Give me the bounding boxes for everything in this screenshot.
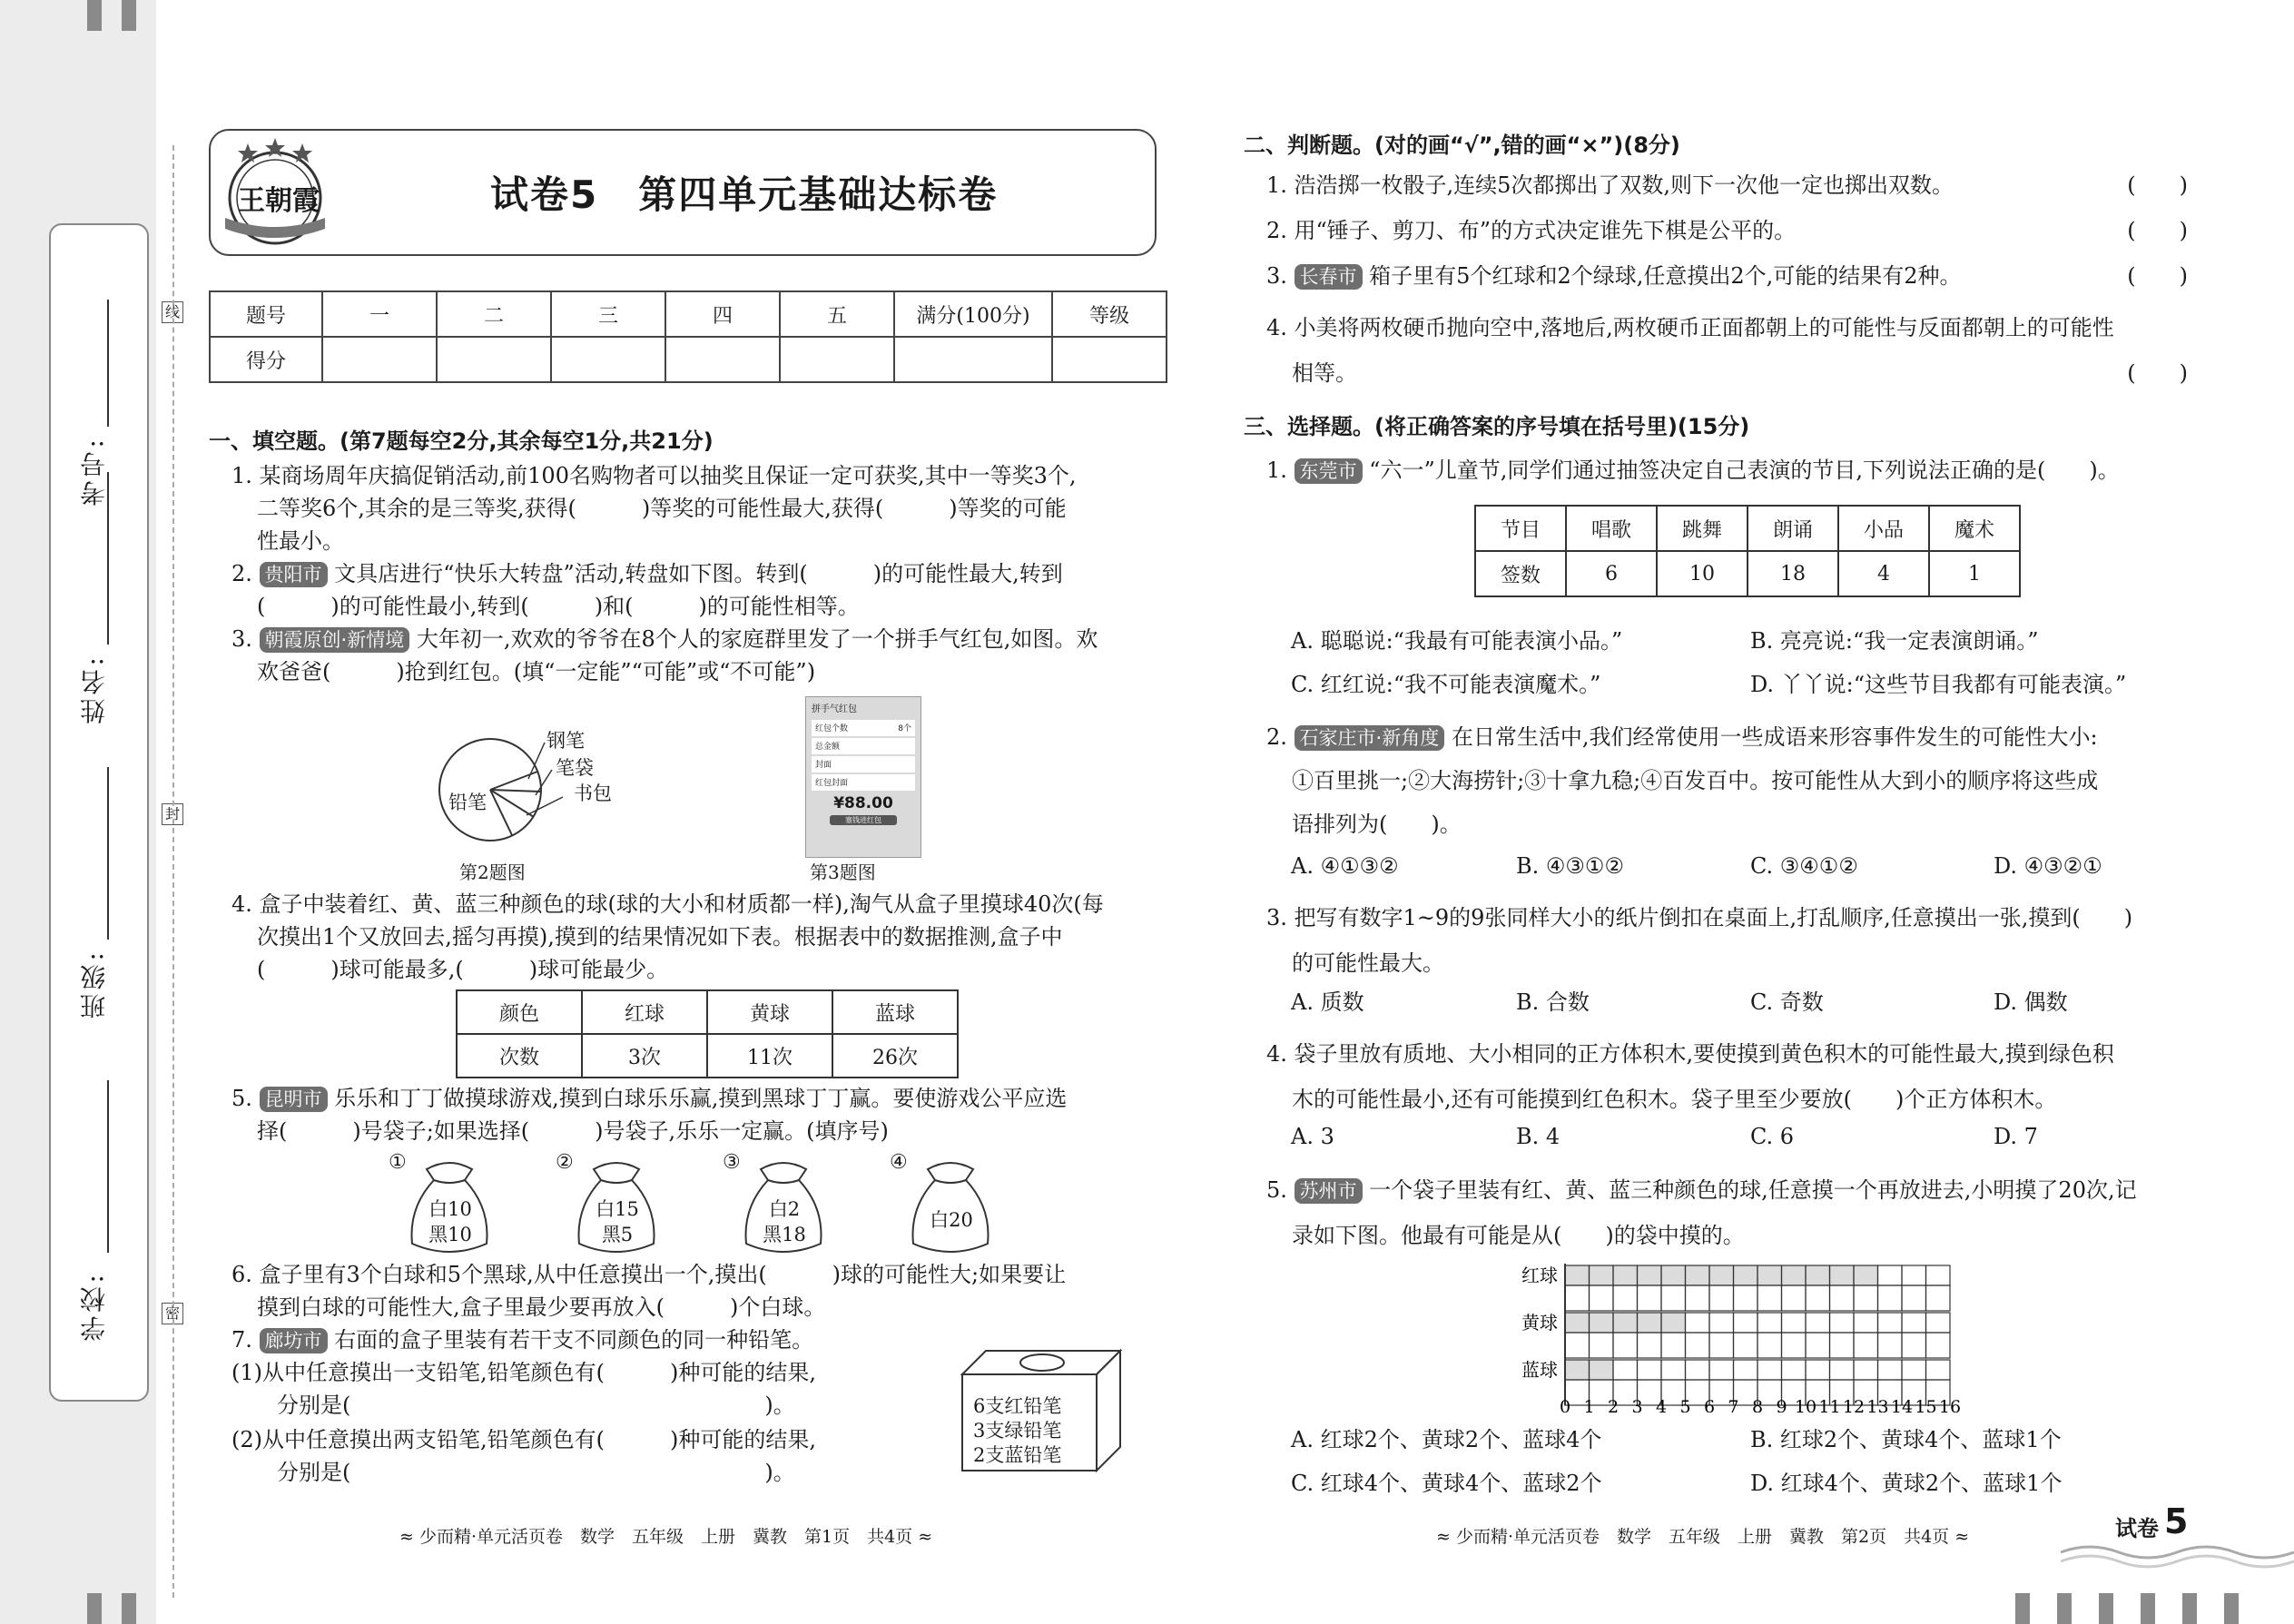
student-info-box — [49, 223, 149, 1402]
grid-cell — [1734, 1333, 1758, 1358]
cut-line — [172, 145, 174, 1598]
grid-cell — [1926, 1313, 1951, 1333]
grid-cell — [1902, 1265, 1926, 1285]
bag-1-number: ① — [389, 1151, 407, 1174]
bag-1-contents — [425, 1196, 476, 1247]
c1-table-cell: 签数 — [1475, 551, 1566, 596]
grid-cell — [1806, 1285, 1830, 1311]
c1-option-c[interactable]: C. 红红说:“我不可能表演魔术。” — [1291, 672, 1601, 697]
q4-table-cell: 颜色 — [457, 990, 582, 1034]
q5-region-tag: 昆明市 — [260, 1087, 328, 1112]
registration-marks-bottom — [87, 1593, 136, 1624]
x-tick-label: 1 — [1583, 1397, 1595, 1412]
grid-cell — [1709, 1313, 1734, 1333]
page-number: 5 — [2164, 1501, 2189, 1541]
grid-cell — [1686, 1360, 1710, 1380]
bag-1-black: 黑10 — [428, 1224, 472, 1245]
q3-region-tag: 朝霞原创·新情境 — [260, 627, 410, 653]
score-cell[interactable] — [322, 337, 437, 382]
q7-line: 右面的盒子里装有若干支不同颜色的同一种铅笔。 — [334, 1327, 814, 1353]
c5-option-a[interactable]: A. 红球2个、黄球2个、蓝球4个 — [1291, 1427, 1602, 1452]
bag-3-black: 黑18 — [763, 1224, 806, 1245]
grid-cell — [1661, 1333, 1686, 1358]
grid-cell — [1686, 1285, 1710, 1311]
q7-1-line: (1)从中任意摸出一支铅笔,铅笔颜色有( )种可能的结果, — [231, 1360, 816, 1385]
score-cell[interactable] — [551, 337, 665, 382]
judge-2 — [1266, 214, 2188, 247]
q4-table-cell: 次数 — [457, 1034, 582, 1078]
choice-3-line: 的可能性最大。 — [1292, 950, 1444, 976]
c1-table — [1474, 505, 2021, 597]
grid-cell — [1830, 1360, 1855, 1380]
grid-cell — [1686, 1333, 1710, 1358]
choice-3 — [1266, 895, 2132, 986]
x-tick-label: 16 — [1938, 1397, 1961, 1412]
c4-option-a[interactable]: A. 3 — [1291, 1124, 1334, 1149]
score-cell[interactable] — [437, 337, 551, 382]
score-table — [209, 290, 1167, 383]
phone-row: 红包封面 — [812, 774, 915, 791]
c5-option-b[interactable]: B. 红球2个、黄球4个、蓝球1个 — [1750, 1427, 2062, 1452]
bag-1-white: 白10 — [428, 1198, 472, 1220]
grid-cell — [1806, 1313, 1830, 1333]
question-2: 2. 贵阳市 文具店进行“快乐大转盘”活动,转盘如下图。转到( )的可能性最大,转到 ( )的可能性最小,转到( )和( )的可能性相等。 — [231, 557, 1063, 623]
question-1 — [231, 459, 1077, 557]
section-1-heading: 一、填空题。(第7题每空2分,其余每空1分,共21分) — [209, 428, 714, 454]
c2-option-a[interactable]: A. ④①③② — [1291, 853, 1399, 879]
q4-table — [456, 989, 959, 1078]
q7-2-line: 分别是( )。 — [277, 1460, 795, 1485]
q4-line: 4. 盒子中装着红、黄、蓝三种颜色的球(球的大小和材质都一样),淘气从盒子里摸球40次(每 — [231, 891, 1104, 917]
exam-number-field[interactable] — [107, 300, 109, 427]
score-cell[interactable] — [665, 337, 780, 382]
bag-2-number: ② — [556, 1151, 574, 1174]
grid-cell — [1854, 1313, 1878, 1333]
grid-cell — [1806, 1333, 1830, 1358]
box-line-blue: 2支蓝铅笔 — [973, 1444, 1062, 1466]
bag-4-contents — [926, 1207, 977, 1233]
score-head-full: 满分(100分) — [894, 291, 1052, 337]
bag-2-black: 黑5 — [601, 1224, 634, 1245]
c1-table-cell: 小品 — [1838, 506, 1929, 551]
grid-cell — [1854, 1285, 1878, 1311]
c1-table-cell: 18 — [1748, 551, 1838, 596]
judge-3-answer[interactable]: ( ) — [2127, 263, 2188, 289]
x-tick-label: 0 — [1559, 1397, 1571, 1412]
page-title: 试卷5 第四单元基础达标卷 — [490, 172, 999, 217]
grid-cell — [1757, 1333, 1782, 1358]
c4-option-b[interactable]: B. 4 — [1516, 1124, 1561, 1149]
x-tick-label: 9 — [1776, 1397, 1787, 1412]
q1-line: 二等奖6个,其余的是三等奖,获得( )等奖的可能性最大,获得( )等奖的可能 — [257, 496, 1067, 521]
class-label: 班级: — [79, 949, 109, 1019]
judge-4-answer[interactable]: ( ) — [2127, 360, 2188, 386]
q7-2-line: (2)从中任意摸出两支铅笔,铅笔颜色有( )种可能的结果, — [231, 1427, 816, 1452]
score-cell[interactable] — [1052, 337, 1167, 382]
grid-cell — [1878, 1360, 1903, 1380]
grid-cell — [1782, 1360, 1807, 1380]
choice-1: 1. 东莞市 “六一”儿童节,同学们通过抽签决定自己表演的节目,下列说法正确的是( )。 — [1266, 458, 2120, 483]
judge-1-answer[interactable]: ( ) — [2127, 172, 2188, 198]
grid-cell — [1757, 1313, 1782, 1333]
choice-5: 5. 苏州市 一个袋子里装有红、黄、蓝三种颜色的球,任意摸一个再放进去,小明摸了20次,记 录如下图。他最有可能是从( )的袋中摸的。 — [1266, 1167, 2137, 1258]
grid-cell — [1638, 1360, 1662, 1380]
grid-cell — [1830, 1333, 1855, 1358]
ball-count-chart — [1507, 1256, 1961, 1412]
x-tick-label: 2 — [1607, 1397, 1620, 1412]
grid-cell — [1926, 1333, 1951, 1358]
box-line-green: 3支绿铅笔 — [973, 1420, 1062, 1442]
score-cell[interactable] — [894, 337, 1052, 382]
c5-option-d[interactable]: D. 红球4个、黄球2个、蓝球1个 — [1750, 1471, 2063, 1496]
grid-cell — [1613, 1360, 1638, 1380]
seal-char-line: 线 — [162, 301, 183, 323]
grid-cell — [1734, 1313, 1758, 1333]
q7-number: 7. — [231, 1327, 252, 1353]
wheel-label-pencil-case: 笔袋 — [556, 757, 594, 779]
c1-option-b[interactable]: B. 亮亮说:“我一定表演朗诵。” — [1750, 628, 2039, 654]
grid-cell — [1565, 1285, 1590, 1311]
q6-line: 6. 盒子里有3个白球和5个黑球,从中任意摸出一个,摸出( )球的可能性大;如果要让 — [231, 1262, 1067, 1287]
q4-table-cell: 蓝球 — [832, 990, 958, 1034]
c3-option-c[interactable]: C. 奇数 — [1750, 989, 1824, 1015]
grid-cell — [1902, 1285, 1926, 1311]
grid-cell — [1878, 1265, 1903, 1285]
x-tick-label: 15 — [1915, 1397, 1937, 1412]
grid-cell — [1830, 1285, 1855, 1311]
c3-option-a[interactable]: A. 质数 — [1291, 989, 1364, 1015]
question-3: 3. 朝霞原创·新情境 大年初一,欢欢的爷爷在8个人的家庭群里发了一个拼手气红包,如图。欢 欢爸爸( )抢到红包。(填“一定能”“可能”或“不可能”) — [231, 623, 1098, 688]
x-tick-label: 12 — [1842, 1397, 1866, 1412]
x-tick-label: 4 — [1655, 1397, 1668, 1412]
footer-right: ≈ 少而精·单元活页卷 数学 五年级 上册 冀教 第2页 共4页 ≈ — [1436, 1527, 1970, 1547]
category-label: 蓝球 — [1521, 1359, 1558, 1381]
score-head-3: 三 — [551, 291, 665, 337]
class-field[interactable] — [107, 767, 109, 940]
grid-cell — [1782, 1333, 1807, 1358]
bar-1 — [1565, 1313, 1686, 1333]
choice-5-line: 一个袋子里装有红、黄、蓝三种颜色的球,任意摸一个再放进去,小明摸了20次,记 — [1369, 1177, 2137, 1203]
page-label: 试卷 — [2115, 1516, 2159, 1541]
grid-cell — [1757, 1360, 1782, 1380]
choice-5-region-tag: 苏州市 — [1295, 1178, 1363, 1204]
grid-cell — [1734, 1285, 1758, 1311]
c1-table-cell: 魔术 — [1929, 506, 2020, 551]
x-tick-label: 6 — [1703, 1397, 1716, 1412]
question-7-1 — [231, 1356, 816, 1422]
bag-4-white: 白20 — [930, 1209, 973, 1231]
fig3-caption: 第3题图 — [810, 861, 876, 883]
grid-cell — [1565, 1333, 1590, 1358]
bag-3-contents — [759, 1196, 810, 1247]
grid-cell — [1661, 1285, 1686, 1311]
phone-row: 封面 — [812, 756, 915, 773]
x-tick-label: 11 — [1818, 1397, 1841, 1412]
seal-char-secret: 密 — [162, 1303, 183, 1324]
judge-1 — [1266, 169, 2188, 202]
choice-2-line: 语排列为( )。 — [1292, 812, 1462, 837]
school-label: 学校: — [79, 1271, 109, 1342]
score-head-5: 五 — [780, 291, 894, 337]
registration-marks-right — [2015, 1593, 2239, 1624]
section-3-heading: 三、选择题。(将正确答案的序号填在括号里)(15分) — [1244, 414, 1750, 439]
bag-4-number: ④ — [890, 1151, 908, 1174]
x-tick-label: 13 — [1866, 1397, 1889, 1412]
question-7-2 — [231, 1423, 816, 1489]
q4-table-cell: 11次 — [707, 1034, 832, 1078]
grid-cell — [1902, 1313, 1926, 1333]
c3-option-b[interactable]: B. 合数 — [1516, 989, 1590, 1015]
grid-cell — [1590, 1285, 1614, 1311]
q2-line: ( )的可能性最小,转到( )和( )的可能性相等。 — [257, 594, 860, 619]
c1-table-cell: 唱歌 — [1566, 506, 1657, 551]
c1-table-cell: 1 — [1929, 551, 2020, 596]
bag-3-number: ③ — [723, 1151, 741, 1174]
box-line-red: 6支红铅笔 — [973, 1395, 1062, 1417]
grid-cell — [1878, 1313, 1903, 1333]
grid-cell — [1806, 1360, 1830, 1380]
judge-2-text: 2. 用“锤子、剪刀、布”的方式决定谁先下棋是公平的。 — [1266, 218, 1797, 243]
q2-line: 文具店进行“快乐大转盘”活动,转盘如下图。转到( )的可能性最大,转到 — [334, 561, 1063, 586]
phone-header: 拼手气红包 — [812, 704, 857, 714]
grid-cell — [1782, 1285, 1807, 1311]
grid-cell — [1686, 1313, 1710, 1333]
score-head-2: 二 — [437, 291, 551, 337]
seal-char-seal: 封 — [162, 803, 183, 825]
grid-cell — [1757, 1285, 1782, 1311]
c3-option-d[interactable]: D. 偶数 — [1994, 989, 2068, 1015]
grid-cell — [1638, 1333, 1662, 1358]
exam-number-label: 考号: — [79, 436, 109, 507]
category-label: 红球 — [1521, 1265, 1558, 1286]
q7-region-tag: 廊坊市 — [260, 1328, 328, 1353]
grid-cell — [1734, 1360, 1758, 1380]
score-row-label: 得分 — [210, 337, 322, 382]
q1-line: 1. 某商场周年庆搞促销活动,前100名购物者可以抽奖且保证一定可获奖,其中一等奖3个, — [231, 463, 1077, 488]
judge-4-line: 相等。 — [1292, 360, 1357, 386]
c1-option-d[interactable]: D. 丫丫说:“这些节目我都有可能表演。” — [1750, 672, 2127, 697]
phone-amount: ¥88.00 — [833, 794, 893, 812]
bag-2-white: 白15 — [596, 1198, 639, 1220]
c1-table-cell: 6 — [1566, 551, 1657, 596]
choice-4-line: 木的可能性最小,还有可能摸到红色积木。袋子里至少要放( )个正方体积木。 — [1292, 1087, 2057, 1112]
phone-button: 塞钱进红包 — [830, 815, 897, 825]
grid-cell — [1613, 1285, 1638, 1311]
x-tick-label: 8 — [1751, 1397, 1764, 1412]
q4-table-cell: 红球 — [582, 990, 707, 1034]
wheel-label-bag: 书包 — [574, 782, 612, 804]
grid-cell — [1926, 1360, 1951, 1380]
c5-option-c[interactable]: C. 红球4个、黄球4个、蓝球2个 — [1291, 1471, 1602, 1496]
fig2-caption: 第2题图 — [459, 861, 526, 883]
grid-cell — [1926, 1285, 1951, 1311]
question-5: 5. 昆明市 乐乐和丁丁做摸球游戏,摸到白球乐乐赢,摸到黑球丁丁赢。要使游戏公平应选 择( )号袋子;如果选择( )号袋子,乐乐一定赢。(填序号) — [231, 1082, 1067, 1147]
question-4 — [231, 888, 1104, 986]
choice-1-text: “六一”儿童节,同学们通过抽签决定自己表演的节目,下列说法正确的是( )。 — [1369, 458, 2120, 483]
question-7 — [231, 1324, 813, 1356]
grid-cell — [1709, 1333, 1734, 1358]
grid-cell — [1590, 1333, 1614, 1358]
judge-4-line: 4. 小美将两枚硬币抛向空中,落地后,两枚硬币正面都朝上的可能性与反面都朝上的可能性 — [1266, 315, 2114, 340]
red-packet-phone — [805, 696, 921, 858]
q5-line: 择( )号袋子;如果选择( )号袋子,乐乐一定赢。(填序号) — [257, 1118, 889, 1144]
choice-1-region-tag: 东莞市 — [1295, 458, 1363, 484]
choice-2-region-tag: 石家庄市·新角度 — [1295, 725, 1445, 751]
phone-row: 总金额 — [812, 738, 915, 754]
q7-1-line: 分别是( )。 — [277, 1393, 795, 1418]
choice-5-line: 录如下图。他最有可能是从( )的袋中摸的。 — [1292, 1223, 1745, 1248]
x-tick-label: 7 — [1728, 1397, 1739, 1412]
q4-line: ( )球可能最多,( )球可能最少。 — [257, 957, 669, 982]
grid-cell — [1661, 1360, 1686, 1380]
x-tick-label: 5 — [1679, 1397, 1691, 1412]
score-head-4: 四 — [665, 291, 780, 337]
grid-cell — [1830, 1313, 1855, 1333]
q5-line: 乐乐和丁丁做摸球游戏,摸到白球乐乐赢,摸到黑球丁丁赢。要使游戏公平应选 — [334, 1086, 1068, 1111]
q6-line: 摸到白球的可能性大,盒子里最少要再放入( )个白球。 — [257, 1294, 826, 1320]
grid-cell — [1902, 1333, 1926, 1358]
c2-option-c[interactable]: C. ③④①② — [1750, 853, 1858, 879]
bag-4-icon — [901, 1153, 1000, 1260]
c2-option-d[interactable]: D. ④③②① — [1994, 853, 2102, 879]
logo-text: 王朝霞 — [238, 185, 320, 217]
choice-2-line: 在日常生活中,我们经常使用一些成语来形容事件发生的可能性大小: — [1451, 724, 2098, 750]
category-label: 黄球 — [1521, 1312, 1558, 1334]
grid-cell — [1854, 1333, 1878, 1358]
bag-2-contents — [592, 1196, 643, 1247]
judge-3-text: 箱子里有5个红球和2个绿球,任意摸出2个,可能的结果有2种。 — [1369, 263, 1962, 289]
grid-cell — [1854, 1360, 1878, 1380]
name-label: 姓名: — [79, 654, 109, 724]
footer-left: ≈ 少而精·单元活页卷 数学 五年级 上册 冀教 第1页 共4页 ≈ — [399, 1527, 933, 1547]
grid-cell — [1709, 1285, 1734, 1311]
q4-table-cell: 黄球 — [707, 990, 832, 1034]
q2-region-tag: 贵阳市 — [260, 562, 328, 587]
q4-table-cell: 26次 — [832, 1034, 958, 1078]
grid-cell — [1878, 1285, 1903, 1311]
grid-cell — [1638, 1285, 1662, 1311]
phone-count: 8个 — [898, 724, 911, 733]
x-tick-label: 3 — [1631, 1397, 1643, 1412]
choice-3-line: 3. 把写有数字1~9的9张同样大小的纸片倒扣在桌面上,打乱顺序,任意摸出一张,摸到( ) — [1266, 905, 2133, 930]
grid-cell — [1902, 1360, 1926, 1380]
q3-line: 欢爸爸( )抢到红包。(填“一定能”“可能”或“不可能”) — [257, 659, 816, 684]
q4-table-cell: 3次 — [582, 1034, 707, 1078]
pencil-box-contents — [973, 1394, 1061, 1468]
c4-option-d[interactable]: D. 7 — [1994, 1124, 2038, 1149]
choice-2-line: ①百里挑一;②大海捞针;③十拿九稳;④百发百中。按可能性从大到小的顺序将这些成 — [1292, 768, 2099, 793]
school-field[interactable] — [107, 1080, 109, 1253]
judge-3-region-tag: 长春市 — [1295, 264, 1363, 290]
c2-option-b[interactable]: B. ④③①② — [1516, 853, 1624, 879]
grid-cell — [1709, 1360, 1734, 1380]
x-tick-label: 10 — [1794, 1397, 1817, 1412]
grid-cell — [1926, 1265, 1951, 1285]
wheel-label-pen: 钢笔 — [546, 730, 585, 752]
section-2-heading: 二、判断题。(对的画“√”,错的画“×”)(8分) — [1244, 133, 1680, 158]
choice-2: 2. 石家庄市·新角度 在日常生活中,我们经常使用一些成语来形容事件发生的可能性大小: ①百里挑一;②大海捞针;③十拿九稳;④百发百中。按可能性从大到小的顺序将这些成 语排列为( )。 — [1266, 715, 2098, 846]
judge-1-text: 1. 浩浩掷一枚骰子,连续5次都掷出了双数,则下一次他一定也掷出双数。 — [1266, 172, 1954, 198]
c4-option-c[interactable]: C. 6 — [1750, 1124, 1795, 1149]
c1-table-cell: 10 — [1657, 551, 1748, 596]
question-6 — [231, 1258, 1066, 1324]
bag-3-white: 白2 — [768, 1198, 801, 1220]
choice-4 — [1266, 1031, 2114, 1122]
judge-4 — [1266, 305, 2188, 396]
q4-line: 次摸出1个又放回去,摇匀再摸),摸到的结果情况如下表。根据表中的数据推测,盒子中 — [257, 924, 1063, 950]
q3-line: 大年初一,欢欢的爷爷在8个人的家庭群里发了一个拼手气红包,如图。欢 — [416, 626, 1098, 652]
judge-3: 3. 长春市 箱子里有5个红球和2个绿球,任意摸出2个,可能的结果有2种。 ( ) — [1266, 260, 2188, 292]
bar-0 — [1565, 1265, 1878, 1285]
judge-2-answer[interactable]: ( ) — [2127, 218, 2188, 243]
x-tick-label: 14 — [1890, 1397, 1914, 1412]
wheel-label-pencil: 铅笔 — [448, 792, 487, 813]
c1-option-a[interactable]: A. 聪聪说:“我最有可能表演小品。” — [1291, 628, 1623, 654]
score-cell[interactable] — [780, 337, 894, 382]
c1-table-cell: 节目 — [1475, 506, 1566, 551]
phone-row: 红包个数 — [815, 724, 849, 733]
grid-cell — [1613, 1333, 1638, 1358]
score-head-grade: 等级 — [1052, 291, 1167, 337]
registration-marks-top — [87, 0, 136, 31]
q1-line: 性最小。 — [257, 528, 344, 554]
score-head-1: 一 — [322, 291, 437, 337]
choice-4-line: 4. 袋子里放有质地、大小相同的正方体积木,要使摸到黄色积木的可能性最大,摸到绿色积 — [1266, 1041, 2114, 1067]
grid-cell — [1878, 1333, 1903, 1358]
score-head-0: 题号 — [210, 291, 322, 337]
grid-cell — [1782, 1313, 1807, 1333]
c1-table-cell: 4 — [1838, 551, 1929, 596]
c1-table-cell: 朗诵 — [1748, 506, 1838, 551]
c1-table-cell: 跳舞 — [1657, 506, 1748, 551]
